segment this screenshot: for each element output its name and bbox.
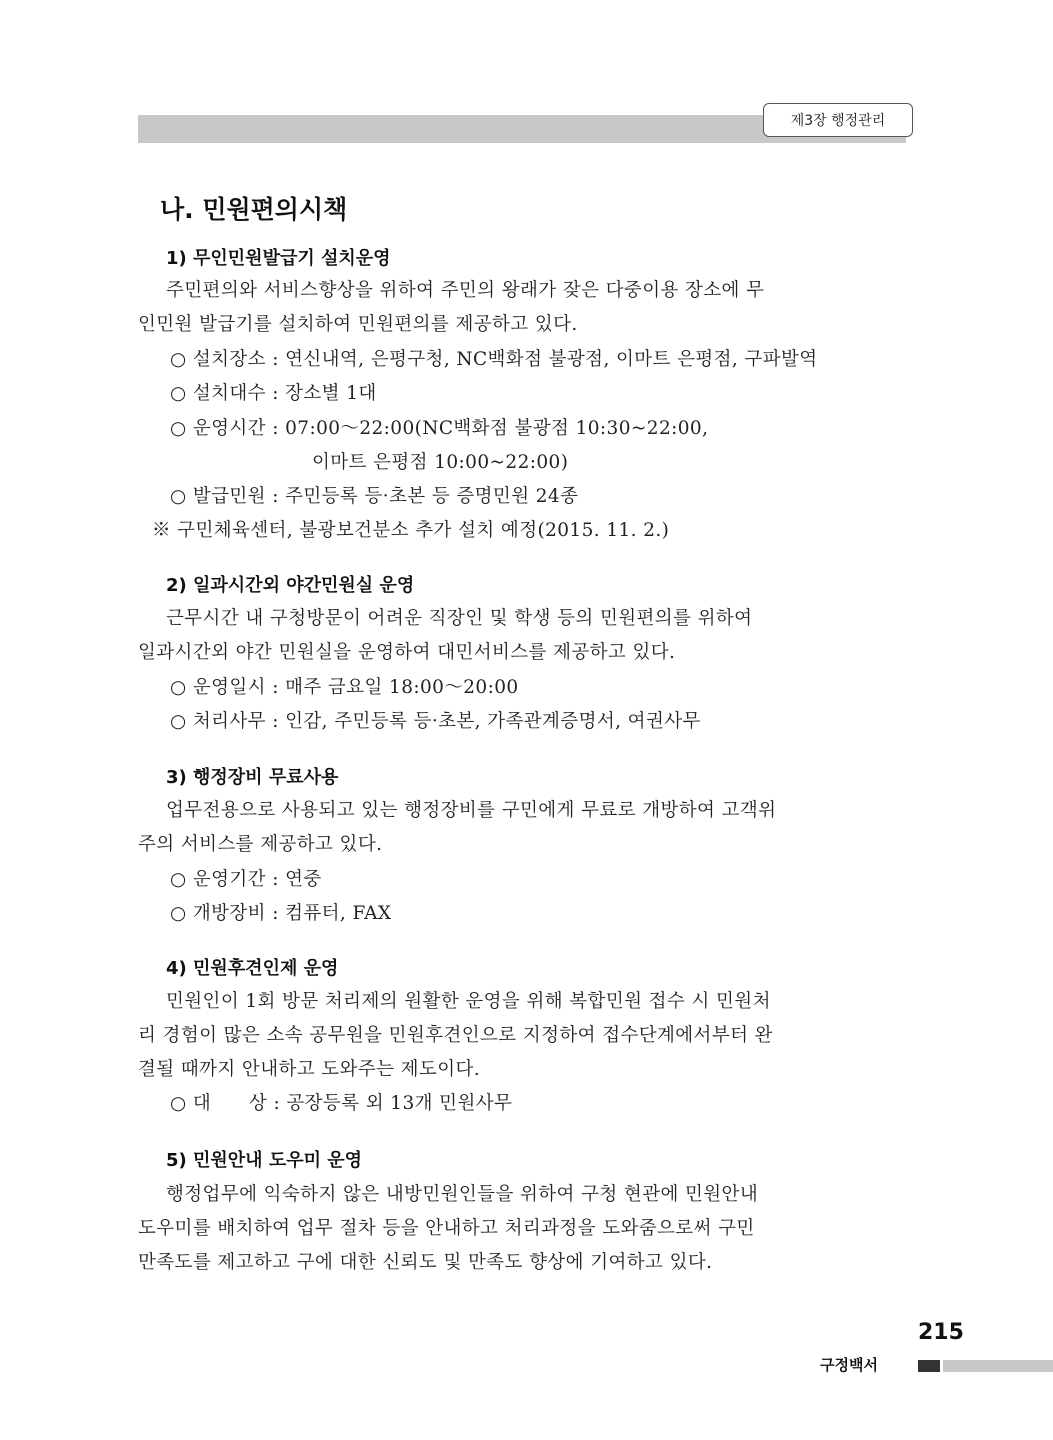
paragraph-line: 도우미를 배치하여 업무 절차 등을 안내하고 처리과정을 도와줌으로써 구민 (138, 1218, 755, 1239)
section-title: 나. 민원편의시책 (160, 195, 348, 224)
paragraph-line: 결될 때까지 안내하고 도와주는 제도이다. (138, 1059, 481, 1080)
subsection-heading-4: 4) 민원후견인제 운영 (166, 958, 339, 979)
bullet-item: ○ 개방장비 : 컴퓨터, FAX (170, 903, 392, 924)
subsection-heading-2: 2) 일과시간외 야간민원실 운영 (166, 575, 415, 596)
paragraph-line: 일과시간외 야간 민원실을 운영하여 대민서비스를 제공하고 있다. (138, 642, 676, 663)
paragraph-line: 주의 서비스를 제공하고 있다. (138, 834, 383, 855)
paragraph-line: 민원인이 1회 방문 처리제의 원활한 운영을 위해 복합민원 접수 시 민원처 (166, 991, 771, 1012)
footer-bar-dark (918, 1360, 940, 1372)
paragraph-line: 주민편의와 서비스향상을 위하여 주민의 왕래가 잦은 다중이용 장소에 무 (166, 280, 765, 301)
subsection-heading-3: 3) 행정장비 무료사용 (166, 767, 339, 788)
bullet-item: ○ 발급민원 : 주민등록 등·초본 등 증명민원 24종 (170, 486, 579, 507)
subsection-heading-5: 5) 민원안내 도우미 운영 (166, 1150, 363, 1171)
bullet-item: ○ 대 상 : 공장등록 외 13개 민원사무 (170, 1093, 513, 1114)
bullet-item: ○ 처리사무 : 인감, 주민등록 등·초본, 가족관계증명서, 여권사무 (170, 711, 701, 732)
paragraph-line: 인민원 발급기를 설치하여 민원편의를 제공하고 있다. (138, 314, 578, 335)
book-title: 구정백서 (820, 1356, 878, 1374)
paragraph-line: 근무시간 내 구청방문이 어려운 직장인 및 학생 등의 민원편의를 위하여 (166, 608, 753, 629)
paragraph-line: 행정업무에 익숙하지 않은 내방민원인들을 위하여 구청 현관에 민원안내 (166, 1184, 759, 1205)
bullet-item: ○ 설치장소 : 연신내역, 은평구청, NC백화점 불광점, 이마트 은평점, 구파발역 (170, 349, 818, 370)
page-number: 215 (918, 1320, 964, 1345)
bullet-item: ○ 운영일시 : 매주 금요일 18:00～20:00 (170, 677, 519, 698)
paragraph-line: 만족도를 제고하고 구에 대한 신뢰도 및 만족도 향상에 기여하고 있다. (138, 1252, 713, 1273)
footer-bar-light (943, 1360, 1053, 1372)
note-line: ※ 구민체육센터, 불광보건분소 추가 설치 예정(2015. 11. 2.) (152, 520, 670, 541)
paragraph-line: 업무전용으로 사용되고 있는 행정장비를 구민에게 무료로 개방하여 고객위 (166, 800, 777, 821)
bullet-item: ○ 설치대수 : 장소별 1대 (170, 383, 377, 404)
bullet-item: ○ 운영기간 : 연중 (170, 869, 322, 890)
chapter-tab: 제3장 행정관리 (763, 103, 913, 137)
bullet-item: ○ 운영시간 : 07:00～22:00(NC백화점 불광점 10:30~22:00, (170, 418, 709, 439)
paragraph-line: 리 경험이 많은 소속 공무원을 민원후견인으로 지정하여 접수단계에서부터 완 (138, 1025, 773, 1046)
bullet-continuation: 이마트 은평점 10:00~22:00) (312, 452, 569, 473)
subsection-heading-1: 1) 무인민원발급기 설치운영 (166, 248, 391, 269)
